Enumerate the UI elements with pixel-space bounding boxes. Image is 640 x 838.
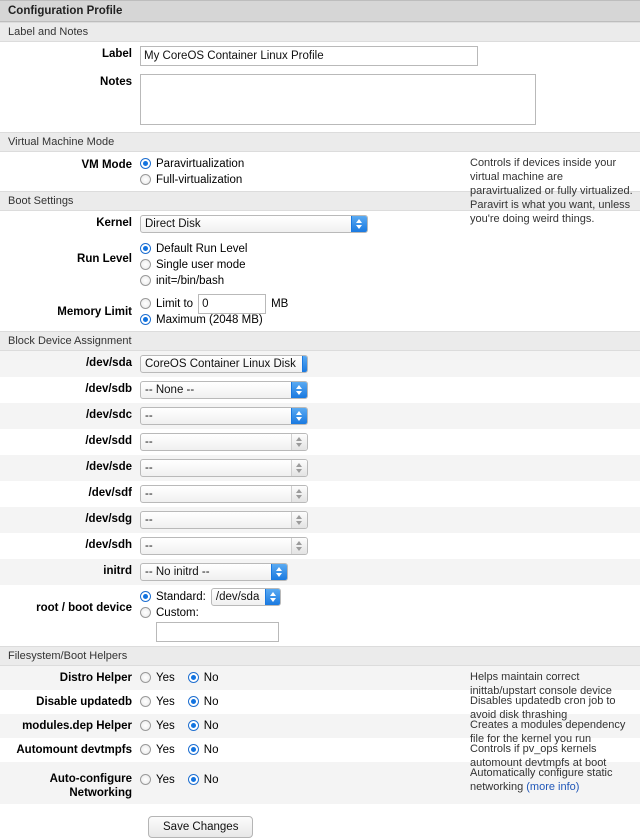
root-device-custom-input[interactable] [156,622,279,642]
radio-init-bin-bash-icon[interactable] [140,275,151,286]
root-device-custom-label: Custom: [156,606,199,619]
root-device-standard-select[interactable] [211,588,281,606]
initrd-label: initrd [103,565,132,577]
window-title: Configuration Profile [0,0,640,22]
chevron-updown-icon[interactable] [291,460,307,476]
disable-updatedb-no-label: No [203,695,219,708]
radio-distro-helper-no-icon[interactable] [188,672,199,683]
auto-network-help-text: Automatically configure static networking [470,767,613,793]
row-modules-dep-helper [0,714,640,745]
radio-distro-helper-yes-icon[interactable] [140,672,151,683]
modules-dep-helper-label: modules.dep Helper [22,720,132,732]
form-actions [0,804,640,838]
row-dev-sdb [0,377,640,403]
auto-configure-networking-yes-label: Yes [156,773,175,786]
automount-devtmpfs-help: Controls if pv_ops kernels automount devtmpfs at boot [470,743,607,769]
row-dev-sde [0,455,640,481]
row-memory-limit [0,292,640,331]
disable-updatedb-label: Disable updatedb [36,696,132,708]
chevron-updown-icon[interactable] [291,434,307,450]
memory-option-0-label: Limit to [156,297,194,310]
dev-sdg-select[interactable] [140,511,308,529]
kernel-label: Kernel [96,217,132,229]
chevron-updown-icon[interactable] [351,216,367,232]
chevron-updown-icon[interactable] [291,408,307,424]
radio-paravirtualization-icon[interactable] [140,158,151,169]
row-label [0,42,640,70]
auto-configure-networking-yes[interactable] [140,774,175,786]
automount-devtmpfs-yes-label: Yes [156,743,175,756]
row-dev-sdg [0,507,640,533]
vm-mode-label: VM Mode [81,159,132,171]
chevron-updown-icon[interactable] [265,589,281,605]
dev-sdh-select[interactable] [140,537,308,555]
vm-mode-option-1-label: Full-virtualization [156,173,243,186]
distro-helper-yes-label: Yes [156,671,175,684]
save-changes-button[interactable]: Save Changes [148,816,253,838]
label-field-label: Label [101,48,132,60]
chevron-updown-icon[interactable] [302,356,308,372]
row-automount-devtmpfs [0,738,640,769]
distro-helper-label: Distro Helper [59,672,132,684]
disable-updatedb-yes-label: Yes [156,695,175,708]
row-disable-updatedb [0,690,640,721]
automount-devtmpfs-label: Automount devtmpfs [16,744,132,756]
auto-configure-networking-label: Auto-configure Networking [49,773,132,799]
vm-mode-help-line-0: Controls if devices inside your virtual machine are [470,157,617,183]
distro-helper-no-label: No [203,671,219,684]
notes-field-label: Notes [100,76,132,88]
chevron-updown-icon[interactable] [291,512,307,528]
section-header-fs-helpers: Filesystem/Boot Helpers [0,646,640,666]
chevron-updown-icon[interactable] [291,538,307,554]
modules-dep-helper-no[interactable] [188,720,219,732]
run-level-option-2-label: init=/bin/bash [156,274,225,287]
row-dev-sdh [0,533,640,559]
run-level-option-init-bash[interactable] [140,273,640,288]
dev-sdb-value: -- None -- [145,384,195,396]
initrd-select[interactable] [140,563,288,581]
memory-limit-label: Memory Limit [57,306,132,318]
chevron-updown-icon[interactable] [271,564,287,580]
auto-configure-networking-no-label: No [203,773,219,786]
root-device-standard-label: Standard: [156,590,206,603]
dev-sdf-label: /dev/sdf [88,487,132,499]
radio-maximum-icon[interactable] [140,314,151,325]
vm-mode-option-0-label: Paravirtualization [156,157,245,170]
memory-limit-option-limit-to[interactable] [140,296,640,311]
distro-helper-help: Helps maintain correct inittab/upstart console device [470,671,612,697]
run-level-option-0-label: Default Run Level [156,242,248,255]
radio-auto-network-yes-icon[interactable] [140,774,151,785]
dev-sdh-label: /dev/sdh [85,539,132,551]
dev-sda-select[interactable] [140,355,308,373]
radio-automount-devtmpfs-no-icon[interactable] [188,744,199,755]
radio-default-run-level-icon[interactable] [140,243,151,254]
radio-auto-network-no-icon[interactable] [188,774,199,785]
dev-sdd-value: -- [145,436,153,448]
row-auto-configure-networking [0,762,640,804]
modules-dep-helper-help: Creates a modules dependency file for the kernel you run [470,719,626,745]
radio-modules-dep-no-icon[interactable] [188,720,199,731]
run-level-option-1-label: Single user mode [156,258,246,271]
kernel-select[interactable] [140,215,368,233]
root-device-standard-value: /dev/sda [215,590,260,603]
run-level-option-default[interactable] [140,241,640,256]
disable-updatedb-no[interactable] [188,696,219,708]
run-level-option-single-user[interactable] [140,257,640,272]
memory-limit-option-maximum[interactable] [140,312,640,327]
dev-sdg-value: -- [145,514,153,526]
section-header-block-devices: Block Device Assignment [0,331,640,351]
dev-sda-value: CoreOS Container Linux Disk [145,358,296,370]
radio-single-user-mode-icon[interactable] [140,259,151,270]
dev-sda-label: /dev/sda [85,357,132,369]
chevron-updown-icon[interactable] [291,486,307,502]
memory-option-1-label: Maximum (2048 MB) [156,313,263,326]
row-dev-sdc [0,403,640,429]
row-initrd [0,559,640,585]
row-kernel [0,211,640,237]
row-dev-sdd [0,429,640,455]
radio-standard-icon[interactable] [140,591,151,602]
radio-full-virtualization-icon[interactable] [140,174,151,185]
radio-limit-to-icon[interactable] [140,298,151,309]
radio-automount-devtmpfs-yes-icon[interactable] [140,744,151,755]
dev-sdf-value: -- [145,488,153,500]
label-input[interactable] [140,46,478,66]
auto-configure-networking-help [470,766,640,794]
kernel-select-value: Direct Disk [145,218,201,230]
dev-sdd-label: /dev/sdd [85,435,132,447]
section-header-label-notes: Label and Notes [0,22,640,42]
notes-textarea[interactable] [140,74,536,125]
run-level-label: Run Level [77,253,132,265]
dev-sdf-select[interactable] [140,485,308,503]
disable-updatedb-help: Disables updatedb cron job to avoid disk thrashing [470,695,616,721]
root-device-option-standard[interactable] [140,589,640,604]
section-header-vm-mode: Virtual Machine Mode [0,132,640,152]
section-header-boot-settings: Boot Settings [0,191,640,211]
dev-sdg-label: /dev/sdg [85,513,132,525]
row-dev-sda [0,351,640,377]
more-info-link[interactable]: (more info) [526,781,580,793]
dev-sde-value: -- [145,462,153,474]
dev-sde-label: /dev/sde [85,461,132,473]
row-dev-sdf [0,481,640,507]
row-distro-helper [0,666,640,697]
dev-sdc-value: -- [145,410,153,422]
modules-dep-helper-yes-label: Yes [156,719,175,732]
radio-disable-updatedb-no-icon[interactable] [188,696,199,707]
distro-helper-no[interactable] [188,672,219,684]
row-notes [0,70,640,132]
vm-mode-help-line-1: paravirtualized or fully virtualized. [470,185,633,197]
root-boot-device-label: root / boot device [36,602,132,614]
disable-updatedb-yes[interactable] [140,696,175,708]
vm-mode-help-line-2: Paravirt is what you want, unless you're doing weird things. [470,199,631,225]
automount-devtmpfs-yes[interactable] [140,744,175,756]
radio-modules-dep-yes-icon[interactable] [140,720,151,731]
dev-sde-select[interactable] [140,459,308,477]
row-root-boot-device [0,585,640,646]
dev-sdb-select[interactable] [140,381,308,399]
dev-sdc-label: /dev/sdc [85,409,132,421]
modules-dep-helper-yes[interactable] [140,720,175,732]
dev-sdb-label: /dev/sdb [85,383,132,395]
memory-limit-input[interactable] [198,294,266,314]
radio-disable-updatedb-yes-icon[interactable] [140,696,151,707]
automount-devtmpfs-no-label: No [203,743,219,756]
dev-sdc-select[interactable] [140,407,308,425]
modules-dep-helper-no-label: No [203,719,219,732]
radio-custom-icon[interactable] [140,607,151,618]
dev-sdd-select[interactable] [140,433,308,451]
row-run-level [0,237,640,292]
auto-configure-networking-no[interactable] [188,774,219,786]
chevron-updown-icon[interactable] [291,382,307,398]
dev-sdh-value: -- [145,540,153,552]
automount-devtmpfs-no[interactable] [188,744,219,756]
initrd-value: -- No initrd -- [145,566,210,578]
distro-helper-yes[interactable] [140,672,175,684]
memory-limit-unit: MB [271,297,289,310]
root-device-option-custom[interactable] [140,605,640,620]
